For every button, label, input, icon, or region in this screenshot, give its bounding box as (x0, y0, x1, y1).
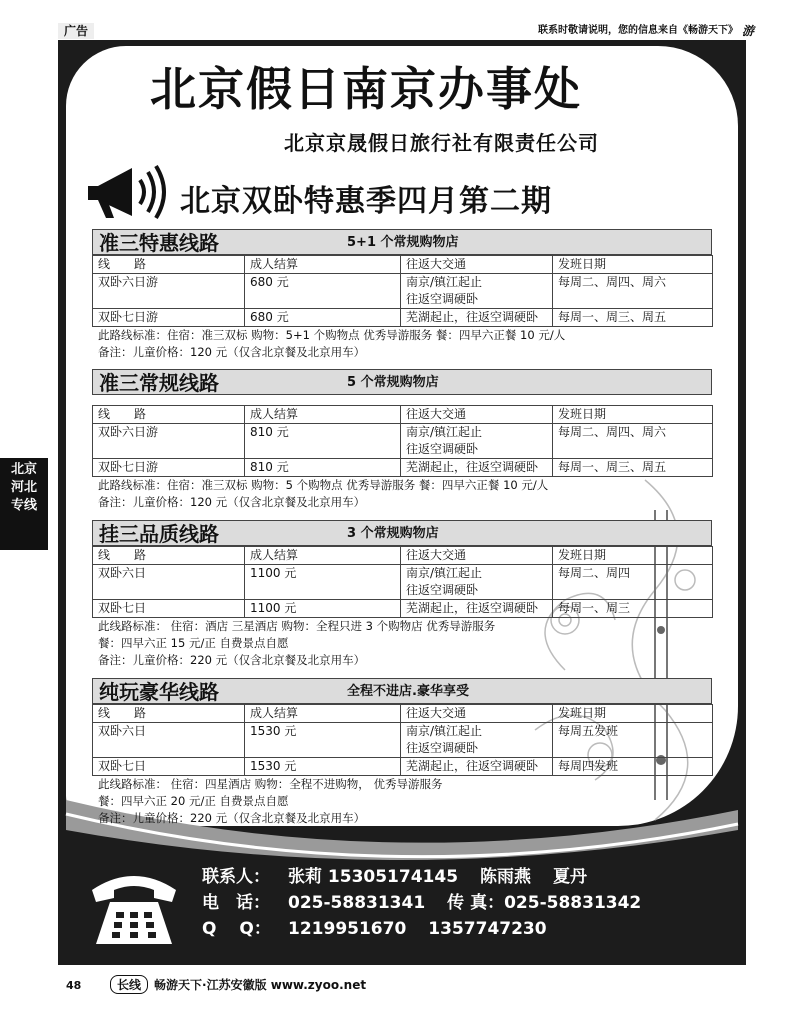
schedule-cell: 每周二、周四 (553, 565, 713, 600)
contact-label: 联系人： (202, 867, 270, 887)
col-header: 发班日期 (553, 547, 713, 565)
telephone-icon (88, 868, 180, 948)
route-table (92, 546, 713, 618)
price-cell: 680 元 (245, 274, 401, 309)
section-name: 准三特惠线路 (99, 231, 219, 255)
qq-number: 1219951670 (288, 919, 407, 939)
route-section-4 (92, 678, 712, 827)
section-subtitle: 3 个常规购物店 (347, 526, 439, 541)
route-section-1 (92, 229, 712, 361)
route-table (92, 405, 713, 477)
schedule-cell: 每周一、周三、周五 (553, 459, 713, 477)
schedule-cell: 每周二、周四、周六 (553, 274, 713, 309)
col-header: 往返大交通 (401, 256, 553, 274)
table-row (93, 758, 713, 776)
source-note: 联系时敬请说明，您的信息来自《畅游天下》 (538, 25, 738, 36)
col-header: 往返大交通 (401, 705, 553, 723)
table-header-row (93, 705, 713, 723)
col-header: 成人结算 (245, 406, 401, 424)
table-row (93, 565, 713, 600)
company-name: 北京京晟假日旅行社有限责任公司 (284, 131, 599, 155)
fax-number: 025-58831342 (504, 893, 642, 913)
route-standard-note: 此路线标准：住宿：准三双标 购物：5+1 个购物点 优秀导游服务 餐：四早六正餐 10 元/人 (98, 328, 566, 342)
transport-cell: 芜湖起止，往返空调硬卧 (401, 600, 553, 618)
section-subtitle: 全程不进店.豪华享受 (347, 684, 469, 699)
ad-tag: 广告 (58, 23, 94, 39)
transport-cell: 南京/镇江起止 往返空调硬卧 (401, 424, 553, 459)
col-header: 成人结算 (245, 547, 401, 565)
price-cell: 810 元 (245, 424, 401, 459)
col-header: 发班日期 (553, 256, 713, 274)
contact-person: 张莉 15305174145 (288, 867, 459, 887)
section-header (92, 678, 712, 704)
table-row (93, 459, 713, 477)
megaphone-icon (84, 160, 174, 224)
price-cell: 1100 元 (245, 565, 401, 600)
table-header-row (93, 547, 713, 565)
section-subtitle: 5 个常规购物店 (347, 375, 439, 390)
section-name: 纯玩豪华线路 (99, 680, 219, 704)
col-header: 线 路 (93, 547, 245, 565)
sidebar-line: 北京 (10, 462, 37, 477)
route-section-2 (92, 369, 712, 511)
col-header: 往返大交通 (401, 406, 553, 424)
qq-number: 1357747230 (428, 919, 547, 939)
tel-number: 025-58831341 (288, 893, 426, 913)
col-header: 线 路 (93, 256, 245, 274)
footer (110, 975, 366, 994)
contact-person: 陈雨燕 (480, 867, 532, 887)
route-cell: 双卧七日 (93, 758, 245, 776)
table-row (93, 309, 713, 327)
section-name: 准三常规线路 (99, 371, 219, 395)
price-cell: 810 元 (245, 459, 401, 477)
section-header (92, 520, 712, 546)
office-title: 北京假日南京办事处 (150, 62, 582, 116)
fax-label: 传 真： (447, 893, 505, 913)
route-table (92, 255, 713, 327)
meal-note: 餐：四早六正 20 元/正 自费景点自愿 (98, 794, 289, 808)
section-header (92, 229, 712, 255)
table-header-row (93, 256, 713, 274)
route-category-tab (0, 458, 48, 550)
transport-cell: 芜湖起止，往返空调硬卧 (401, 309, 553, 327)
price-cell: 1100 元 (245, 600, 401, 618)
contact-phone-row (202, 890, 722, 916)
table-row (93, 424, 713, 459)
route-section-3 (92, 520, 712, 669)
contact-persons-row (202, 864, 722, 890)
contact-block (202, 864, 722, 942)
contact-qq-row (202, 916, 722, 942)
promo-title: 北京双卧特惠季四月第二期 (180, 184, 552, 219)
child-price-note: 备注：儿童价格：120 元（仅含北京餐及北京用车） (98, 345, 366, 359)
route-cell: 双卧七日 (93, 600, 245, 618)
route-standard-note: 此线路标准： 住宿：四星酒店 购物：全程不进购物， 优秀导游服务 (98, 777, 443, 791)
route-cell: 双卧七日游 (93, 309, 245, 327)
transport-cell: 芜湖起止，往返空调硬卧 (401, 459, 553, 477)
child-price-note: 备注：儿童价格：120 元（仅含北京餐及北京用车） (98, 495, 366, 509)
sidebar-line: 河北 (10, 480, 37, 495)
section-subtitle: 5+1 个常规购物店 (347, 235, 459, 250)
section-header (92, 369, 712, 395)
col-header: 线 路 (93, 406, 245, 424)
table-row (93, 600, 713, 618)
table-row (93, 274, 713, 309)
transport-cell: 南京/镇江起止 往返空调硬卧 (401, 274, 553, 309)
section-name: 挂三品质线路 (99, 522, 219, 546)
col-header: 往返大交通 (401, 547, 553, 565)
transport-cell: 南京/镇江起止 往返空调硬卧 (401, 723, 553, 758)
meal-note: 餐：四早六正 15 元/正 自费景点自愿 (98, 636, 289, 650)
col-header: 发班日期 (553, 406, 713, 424)
sidebar-line: 专线 (10, 498, 37, 513)
schedule-cell: 每周一、周三 (553, 600, 713, 618)
child-price-note: 备注：儿童价格：220 元（仅含北京餐及北京用车） (98, 811, 366, 825)
schedule-cell: 每周一、周三、周五 (553, 309, 713, 327)
price-cell: 1530 元 (245, 758, 401, 776)
route-standard-note: 此路线标准：住宿：准三双标 购物：5 个购物点 优秀导游服务 餐：四早六正餐 10 元/人 (98, 478, 549, 492)
col-header: 线 路 (93, 705, 245, 723)
table-row (93, 723, 713, 758)
route-cell: 双卧六日游 (93, 424, 245, 459)
table-header-row (93, 406, 713, 424)
route-standard-note: 此线路标准： 住宿：酒店 三星酒店 购物：全程只进 3 个购物店 优秀导游服务 (98, 619, 496, 633)
route-table (92, 704, 713, 776)
schedule-cell: 每周四发班 (553, 758, 713, 776)
price-cell: 1530 元 (245, 723, 401, 758)
route-cell: 双卧六日 (93, 565, 245, 600)
col-header: 成人结算 (245, 705, 401, 723)
price-cell: 680 元 (245, 309, 401, 327)
schedule-cell: 每周五发班 (553, 723, 713, 758)
route-cell: 双卧六日 (93, 723, 245, 758)
col-header: 成人结算 (245, 256, 401, 274)
col-header: 发班日期 (553, 705, 713, 723)
qq-label: Q Q： (202, 919, 271, 939)
footer-tag: 长线 (110, 975, 148, 994)
contact-person: 夏丹 (553, 867, 588, 887)
magazine-logo: 游 (742, 24, 755, 38)
transport-cell: 南京/镇江起止 往返空调硬卧 (401, 565, 553, 600)
route-cell: 双卧六日游 (93, 274, 245, 309)
tel-label: 电 话： (202, 893, 270, 913)
page-number: 48 (66, 979, 82, 992)
footer-text: 畅游天下·江苏安徽版 www.zyoo.net (154, 978, 367, 992)
schedule-cell: 每周二、周四、周六 (553, 424, 713, 459)
transport-cell: 芜湖起止，往返空调硬卧 (401, 758, 553, 776)
child-price-note: 备注：儿童价格：220 元（仅含北京餐及北京用车） (98, 653, 366, 667)
route-cell: 双卧七日游 (93, 459, 245, 477)
